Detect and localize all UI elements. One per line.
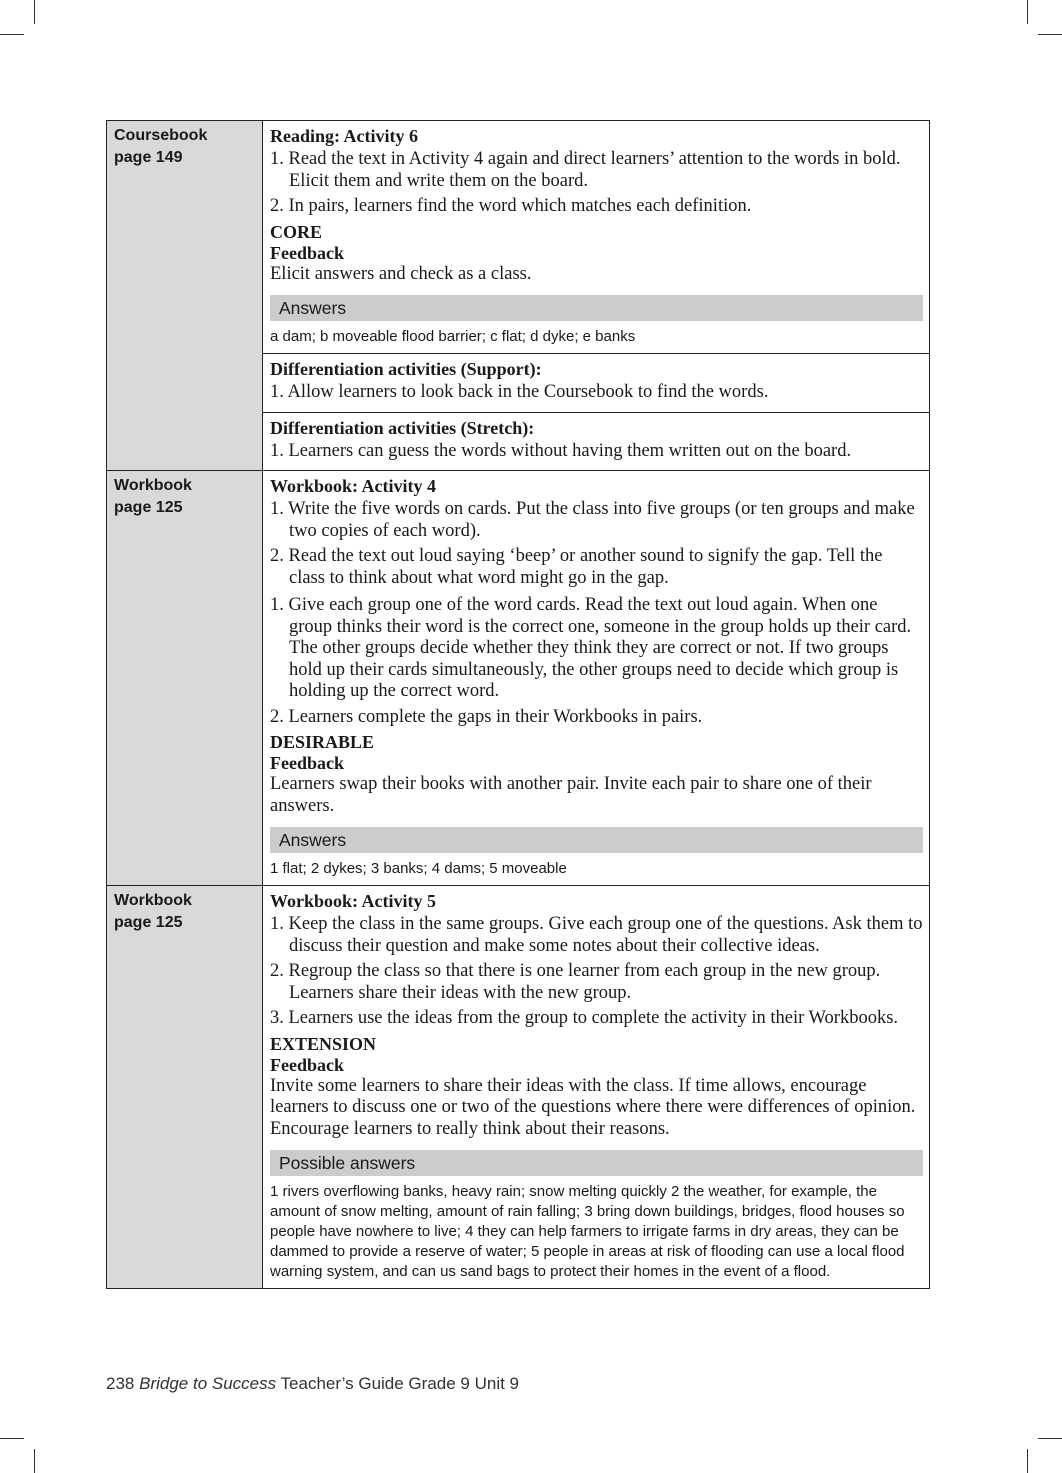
activity-heading: Reading: Activity 6 (270, 126, 418, 146)
answers-heading: Possible answers (270, 1150, 923, 1176)
lesson-row (107, 470, 929, 885)
answers-text: 1 flat; 2 dykes; 3 banks; 4 dams; 5 moveable (270, 860, 567, 877)
stretch-heading: Differentiation activities (Stretch): (270, 417, 535, 438)
level-label: CORE (270, 221, 323, 242)
answers-heading: Answers (270, 827, 923, 853)
step-item: 2. Learners complete the gaps in their Workbooks in pairs. (270, 706, 703, 727)
resource-page: page 125 (114, 499, 183, 516)
lesson-row (107, 121, 929, 470)
answers-heading: Answers (270, 295, 923, 321)
crop-mark (34, 0, 35, 24)
step-list (270, 595, 923, 728)
feedback-label: Feedback (270, 1054, 344, 1075)
step-item: 2. Regroup the class so that there is one learner from each group in the new group. Learners share their ideas with the new group. (270, 961, 881, 1003)
resource-book: Workbook (114, 477, 192, 494)
stretch-activities (263, 412, 929, 471)
crop-mark (1027, 1449, 1028, 1473)
step-item: 1. Give each group one of the word cards. Read the text out loud again. When one group thinks their word is the correct one, someone in the group holds up their card. The other groups decide whether they think they are correct or not. If two groups hold up their cards simultaneously, the other groups need to decide which group is holding up the correct word. (270, 595, 912, 701)
step-item: 2. In pairs, learners find the word which matches each definition. (270, 196, 752, 216)
step-item: 1. Allow learners to look back in the Coursebook to find the words. (270, 382, 769, 402)
page-number: 238 (106, 1374, 135, 1393)
activity-content (263, 471, 929, 885)
book-title: Bridge to Success (139, 1374, 277, 1393)
crop-mark (1027, 0, 1028, 24)
resource-page: page 149 (114, 149, 183, 166)
feedback-text: Invite some learners to share their ideas with the class. If time allows, encourage learners to discuss one or two of the questions where there were differences of opinion. Encourage learners to really think about their reasons. (270, 1075, 916, 1139)
step-item: 1. Read the text in Activity 4 again and direct learners’ attention to the words in bold. Elicit them and write them on the board. (270, 149, 901, 191)
lesson-table (106, 120, 930, 1289)
level-label: DESIRABLE (270, 732, 375, 752)
step-item: 3. Learners use the ideas from the group to complete the activity in their Workbooks. (270, 1008, 899, 1028)
resource-ref (107, 471, 263, 885)
lesson-row (107, 885, 929, 1288)
support-heading: Differentiation activities (Support): (270, 359, 542, 379)
step-item: 1. Learners can guess the words without having them written out on the board. (270, 440, 852, 461)
step-list (270, 441, 923, 463)
crop-mark (1038, 1438, 1062, 1439)
support-activities (263, 353, 929, 412)
activity-main (263, 471, 929, 885)
resource-book: Workbook (114, 892, 192, 909)
activity-content (263, 886, 929, 1288)
crop-mark (0, 1438, 24, 1439)
feedback-text: Learners swap their books with another pair. Invite each pair to share one of their answers. (270, 774, 872, 816)
crop-mark (1038, 34, 1062, 35)
activity-content (263, 121, 929, 470)
answers-text: a dam; b moveable flood barrier; c flat; d dyke; e banks (270, 328, 636, 345)
crop-mark (34, 1449, 35, 1473)
step-item: 2. Read the text out loud saying ‘beep’ or another sound to signify the gap. Tell the class to think about what word might go in the gap. (270, 546, 883, 588)
step-item: 1. Keep the class in the same groups. Give each group one of the questions. Ask them to discuss their question and make some notes about their collective ideas. (270, 914, 923, 956)
resource-ref (107, 886, 263, 1288)
level-label: EXTENSION (270, 1033, 377, 1054)
activity-main (263, 121, 929, 353)
activity-heading: Workbook: Activity 5 (270, 891, 437, 911)
feedback-label: Feedback (270, 753, 344, 773)
answers-text: 1 rivers overflowing banks, heavy rain; snow melting quickly 2 the weather, for example, the amount of snow melting, amount of rain falling; 3 bring down buildings, bridges, flood houses so people have nowhere to live; 4 they can help farmers to irrigate farms in dry areas, they can be dammed to provide a reserve of water; 5 people in areas at risk of flooding can use a local flood warning system, and can us sand bags to protect their homes in the event of a flood. (270, 1183, 905, 1280)
feedback-label: Feedback (270, 242, 344, 263)
resource-book: Coursebook (114, 127, 208, 144)
resource-page: page 125 (114, 914, 183, 931)
feedback-text: Elicit answers and check as a class. (270, 263, 532, 284)
activity-main (263, 886, 929, 1288)
footer-subtitle: Teacher’s Guide Grade 9 Unit 9 (280, 1374, 519, 1393)
crop-mark (0, 34, 24, 35)
step-list (270, 382, 923, 404)
step-list (270, 914, 923, 1030)
page-footer (106, 1374, 519, 1394)
step-list (270, 149, 923, 218)
activity-heading: Workbook: Activity 4 (270, 476, 437, 496)
step-list (270, 499, 923, 589)
resource-ref (107, 121, 263, 470)
step-item: 1. Write the five words on cards. Put the class into five groups (or ten groups and make two copies of each word). (270, 499, 915, 541)
